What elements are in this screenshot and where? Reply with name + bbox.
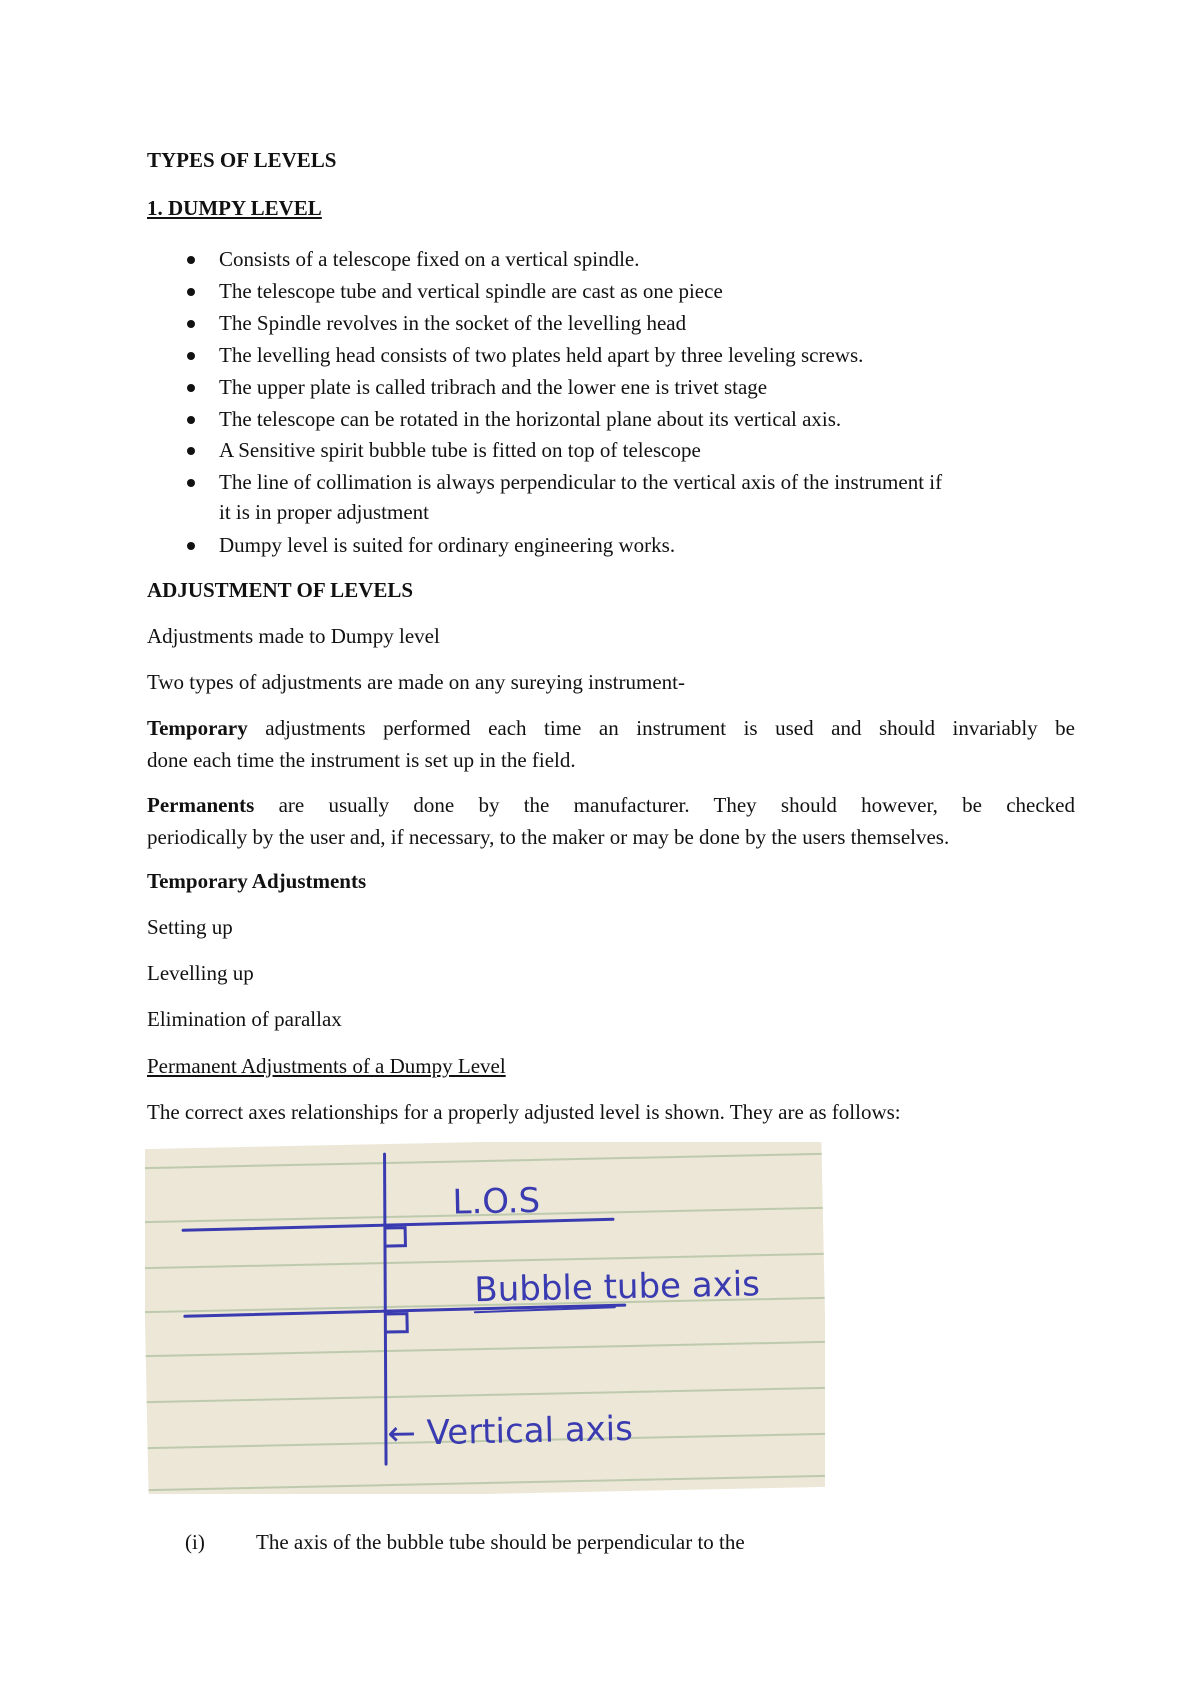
bullet-icon <box>187 352 195 360</box>
list-marker: (i) <box>185 1530 205 1554</box>
section-heading-permanent: Permanent Adjustments of a Dumpy Level <box>147 1054 506 1078</box>
bullet-icon <box>187 416 195 424</box>
label-vertical-axis: ← Vertical axis <box>386 1408 634 1455</box>
paragraph: Two types of adjustments are made on any sureying instrument- <box>147 670 685 694</box>
paragraph: The correct axes relationships for a properly adjusted level is shown. They are as follows: <box>147 1100 901 1124</box>
permanents-label: Permanents <box>147 793 255 817</box>
handwritten-diagram-photo <box>145 1142 825 1494</box>
list-item: Consists of a telescope fixed on a vertical spindle. <box>219 247 640 271</box>
page-title: TYPES OF LEVELS <box>147 148 337 172</box>
list-item-text: The axis of the bubble tube should be perpendicular to the <box>256 1530 745 1554</box>
bullet-icon <box>187 542 195 550</box>
bullet-icon <box>187 288 195 296</box>
list-item: Levelling up <box>147 961 254 985</box>
label-bubble-tube-axis: Bubble tube axis <box>473 1264 761 1311</box>
list-item: The telescope tube and vertical spindle are cast as one piece <box>219 279 723 303</box>
list-item: The telescope can be rotated in the horizontal plane about its vertical axis. <box>219 407 842 431</box>
list-item: Setting up <box>147 915 233 939</box>
bullet-icon <box>187 479 195 487</box>
list-item: The levelling head consists of two plates held apart by three leveling screws. <box>219 343 864 367</box>
bullet-icon <box>187 447 195 455</box>
paragraph-permanents: Permanents are usually done by the manufacturer. They should however, be checked periodically by the user and, if necessary, to the maker or may be done by the users themselves. <box>147 793 1075 849</box>
list-item: Dumpy level is suited for ordinary engineering works. <box>219 533 676 557</box>
notebook-paper <box>145 1142 825 1494</box>
bullet-icon <box>187 320 195 328</box>
section-heading-dumpy-level: 1. DUMPY LEVEL <box>147 196 322 220</box>
paragraph-temporary: Temporary adjustments performed each time an instrument is used and should invariably be done each time the instrument is set up in the field. <box>147 716 1075 772</box>
paragraph: Adjustments made to Dumpy level <box>147 624 440 648</box>
list-item: The Spindle revolves in the socket of the levelling head <box>219 311 687 335</box>
section-heading-temporary: Temporary Adjustments <box>147 869 367 893</box>
section-heading-adjustment: ADJUSTMENT OF LEVELS <box>147 578 414 602</box>
list-item-continuation: it is in proper adjustment <box>219 500 429 524</box>
bullet-icon <box>187 256 195 264</box>
temporary-label: Temporary <box>147 716 248 740</box>
bullet-icon <box>187 384 195 392</box>
label-los: L.O.S <box>452 1180 541 1223</box>
list-item: The line of collimation is always perpendicular to the vertical axis of the instrument if <box>219 470 943 494</box>
list-item: The upper plate is called tribrach and the lower ene is trivet stage <box>219 375 768 399</box>
list-item: A Sensitive spirit bubble tube is fitted on top of telescope <box>219 438 701 462</box>
list-item: Elimination of parallax <box>147 1007 342 1031</box>
